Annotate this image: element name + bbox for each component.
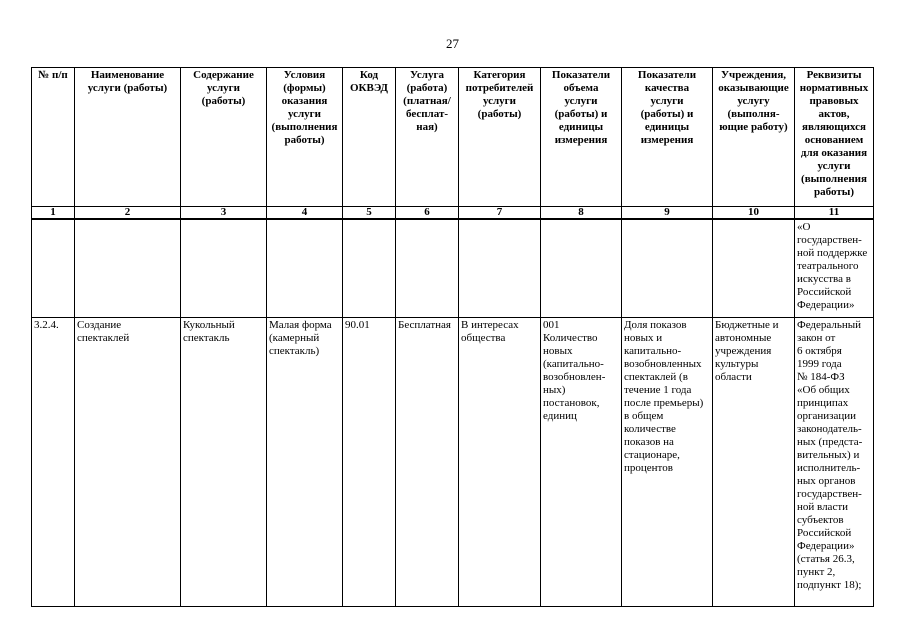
cell-text-line: (статья 26.3, — [797, 553, 855, 565]
cell-text-line: театрального — [797, 260, 859, 272]
cell-text-line: нормативных — [799, 82, 869, 94]
cell-text-line: «О — [797, 221, 811, 233]
cell-text-line: бесплат- — [405, 108, 449, 120]
cell-text-line: показов на — [624, 436, 674, 448]
cell-text-line: работы) — [814, 186, 854, 198]
cell-text-line: (капитально- — [543, 358, 604, 370]
cell-text-line: капитально- — [624, 345, 682, 357]
cell-text-line: Показатели — [637, 69, 697, 81]
cell-text-line: количестве — [624, 423, 676, 435]
cell-text-line: актов, — [818, 108, 850, 120]
cell-text-line: возобновленных — [624, 358, 702, 370]
cell-text-line: являющихся — [802, 121, 866, 133]
cell-text-line: Учреждения, — [720, 69, 787, 81]
cell-text-line: Услуга — [410, 69, 444, 81]
cell-text-line: измерения — [554, 134, 608, 146]
table-cell — [267, 219, 343, 318]
cell-text-line: ных (предста- — [797, 436, 863, 448]
row-number-cell — [32, 318, 75, 607]
cell-text-line: услуги — [817, 160, 851, 172]
cell-text-line: после премьеры) — [624, 397, 704, 409]
service-content-cell — [181, 318, 267, 607]
table-cell — [713, 219, 795, 318]
cell-text-line: государствен- — [797, 488, 862, 500]
cell-text-line: измерения — [640, 134, 694, 146]
cell-text-line: ных) — [543, 384, 566, 396]
cell-text-line: возобновлен- — [543, 371, 606, 383]
header-cell — [396, 68, 459, 207]
cell-text-line: услуги — [650, 95, 684, 107]
cell-text-line: (работы) и — [554, 108, 608, 120]
cell-text-line: единиц — [543, 410, 577, 422]
cell-text-line: Условия — [283, 69, 326, 81]
cell-text-line: (работы) — [477, 108, 522, 120]
table-cell — [75, 219, 181, 318]
cell-text-line: субъектов — [797, 514, 844, 526]
cell-text-line: Российской — [797, 527, 852, 539]
column-number: 9 — [622, 207, 713, 220]
cell-text-line: ной власти — [797, 501, 849, 513]
paid-free-cell — [396, 318, 459, 607]
cell-text-line: (формы) — [283, 82, 326, 94]
cell-text-line: организации — [797, 410, 857, 422]
page-number: 27 — [446, 36, 459, 51]
column-number: 4 — [267, 207, 343, 220]
cell-text-line: единицы — [644, 121, 690, 133]
cell-text-line: (выполня- — [727, 108, 780, 120]
cell-text-line: № 184-ФЗ — [797, 371, 845, 383]
cell-text-line: В интересах — [461, 319, 519, 331]
legal-reference-cell — [795, 318, 874, 607]
column-number: 5 — [343, 207, 396, 220]
cell-text-line: области — [715, 371, 752, 383]
cell-text-line: Содержание — [193, 69, 254, 81]
cell-text-line: спектаклей (в — [624, 371, 688, 383]
cell-text-line: Создание — [77, 319, 122, 331]
column-number: 2 — [75, 207, 181, 220]
cell-text-line: услуги — [287, 108, 322, 120]
cell-text-line: ющие работу) — [719, 121, 788, 133]
cell-text-line: Федерации» — [797, 299, 855, 311]
cell-text-line: Реквизиты — [806, 69, 862, 81]
cell-text-line: Наименование — [90, 69, 165, 81]
service-conditions-cell — [267, 318, 343, 607]
volume-indicators-cell — [541, 318, 622, 607]
cell-text-line: учреждения — [715, 345, 772, 357]
cell-text-line: объема — [563, 82, 599, 94]
cell-text-line: Российской — [797, 286, 852, 298]
cell-text-line: «Об общих — [797, 384, 850, 396]
cell-text-line: Показатели — [551, 69, 611, 81]
column-number: 10 — [713, 207, 795, 220]
cell-text-line: правовых — [809, 95, 859, 107]
header-cell — [459, 68, 541, 207]
cell-text-line: стационаре, — [624, 449, 680, 461]
table-row — [32, 318, 874, 607]
cell-text-line: Бюджетные и — [715, 319, 779, 331]
cell-text-line: основанием — [804, 134, 864, 146]
header-row — [32, 68, 874, 207]
header-cell — [75, 68, 181, 207]
cell-text-line: (платная/ — [403, 95, 451, 107]
table-cell — [32, 219, 75, 318]
cell-text-line: услугу — [737, 95, 770, 107]
cell-text-line: Код — [359, 69, 379, 81]
cell-text-line: оказывающие — [718, 82, 789, 94]
cell-text-line: принципах — [797, 397, 849, 409]
cell-text-line: единицы — [558, 121, 604, 133]
table-cell — [622, 219, 713, 318]
cell-text-line: спектакль) — [269, 345, 320, 357]
cell-text-line: исполнитель- — [797, 462, 861, 474]
cell-text-line: спектаклей — [77, 332, 130, 344]
header-cell — [181, 68, 267, 207]
header-cell — [541, 68, 622, 207]
cell-text-line: Федерации» — [797, 540, 855, 552]
cell-text-line: течение 1 года — [624, 384, 692, 396]
cell-text-line: ная) — [416, 121, 438, 133]
header-cell — [343, 68, 396, 207]
continuation-row — [32, 219, 874, 318]
institutions-cell — [713, 318, 795, 607]
cell-text-line: 3.2.4. — [34, 319, 59, 331]
cell-text-line: Федеральный — [797, 319, 862, 331]
column-number: 8 — [541, 207, 622, 220]
cell-text-line: подпункт 18); — [797, 579, 862, 591]
cell-text-line: Бесплатная — [398, 319, 451, 331]
cell-text-line: культуры — [715, 358, 759, 370]
cell-text-line: (выполнения — [801, 173, 867, 185]
header-cell — [267, 68, 343, 207]
table-cell — [541, 219, 622, 318]
cell-text-line: (камерный — [269, 332, 320, 344]
cell-text-line: ной поддержке — [797, 247, 868, 259]
cell-text-line: работы) — [284, 134, 325, 146]
cell-text-line: оказания — [281, 95, 328, 107]
okved-code-cell — [343, 318, 396, 607]
column-number: 3 — [181, 207, 267, 220]
cell-text-line: спектакль — [183, 332, 230, 344]
cell-text-line: процентов — [624, 462, 673, 474]
cell-text-line: Доля показов — [624, 319, 687, 331]
cell-text-line: 90.01 — [345, 319, 370, 331]
header-cell — [622, 68, 713, 207]
quality-indicators-cell — [622, 318, 713, 607]
cell-text-line: (выполнения — [271, 121, 338, 133]
legal-reference-cell — [795, 219, 874, 318]
cell-text-line: Малая форма — [269, 319, 332, 331]
cell-text-line: для оказания — [800, 147, 868, 159]
cell-text-line: законодатель- — [797, 423, 862, 435]
column-number: 1 — [32, 207, 75, 220]
table-cell — [396, 219, 459, 318]
table-cell — [459, 219, 541, 318]
cell-text-line: (работы) — [201, 95, 246, 107]
cell-text-line: потребителей — [465, 82, 534, 94]
column-number: 11 — [795, 207, 874, 220]
cell-text-line: услуги — [206, 82, 241, 94]
column-number-row — [32, 207, 874, 220]
column-number: 7 — [459, 207, 541, 220]
cell-text-line: ных органов — [797, 475, 856, 487]
cell-text-line: в общем — [624, 410, 664, 422]
cell-text-line: 6 октября — [797, 345, 842, 357]
cell-text-line: вительных) и — [797, 449, 860, 461]
cell-text-line: (работы) и — [640, 108, 694, 120]
cell-text-line: ОКВЭД — [350, 82, 388, 94]
cell-text-line: закон от — [797, 332, 836, 344]
cell-text-line: услуги (работы) — [87, 82, 168, 94]
header-cell — [713, 68, 795, 207]
cell-text-line: Количество — [543, 332, 598, 344]
header-cell — [32, 68, 75, 207]
column-number: 6 — [396, 207, 459, 220]
cell-text-line: автономные — [715, 332, 772, 344]
header-cell — [795, 68, 874, 207]
consumer-category-cell — [459, 318, 541, 607]
cell-text-line: Категория — [473, 69, 526, 81]
cell-text-line: 1999 года — [797, 358, 842, 370]
table-cell — [181, 219, 267, 318]
cell-text-line: услуги — [564, 95, 598, 107]
cell-text-line: новых и — [624, 332, 663, 344]
cell-text-line: искусства в — [797, 273, 851, 285]
cell-text-line: общества — [461, 332, 506, 344]
cell-text-line: Кукольный — [183, 319, 235, 331]
service-name-cell — [75, 318, 181, 607]
cell-text-line: государствен- — [797, 234, 862, 246]
cell-text-line: новых — [543, 345, 573, 357]
cell-text-line: постановок, — [543, 397, 600, 409]
cell-text-line: 001 — [543, 319, 560, 331]
table-cell — [343, 219, 396, 318]
cell-text-line: (работа) — [406, 82, 448, 94]
services-table — [31, 67, 874, 607]
cell-text-line: качества — [644, 82, 690, 94]
cell-text-line: № п/п — [38, 69, 68, 81]
cell-text-line: пункт 2, — [797, 566, 836, 578]
cell-text-line: услуги — [482, 95, 517, 107]
